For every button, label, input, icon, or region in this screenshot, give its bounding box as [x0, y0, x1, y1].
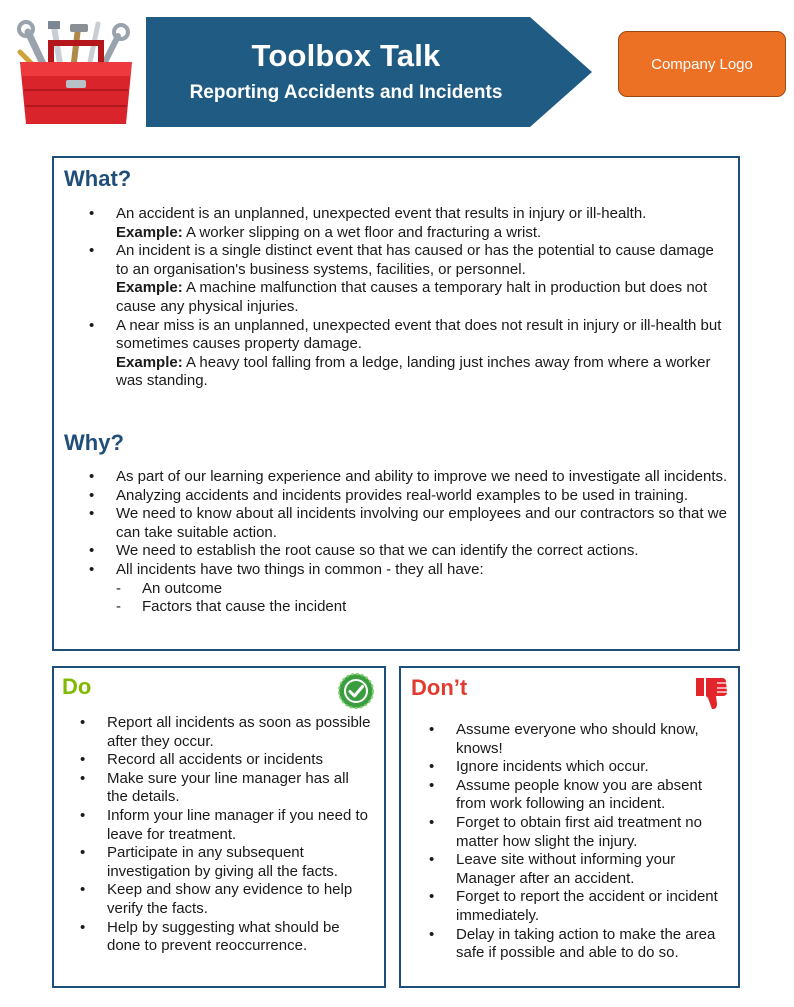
- title-banner-text: [146, 17, 546, 127]
- why-sub-item: - Factors that cause the incident: [116, 598, 731, 617]
- toolbox-icon: [14, 18, 138, 128]
- what-item: [116, 242, 726, 316]
- dont-item: • Forget to report the accident or incident immediately.: [456, 888, 736, 925]
- what-item: [116, 205, 726, 242]
- check-circle-icon: [338, 673, 374, 709]
- do-item: • Keep and show any evidence to help verify the facts.: [107, 881, 372, 918]
- why-sub-item: - An outcome: [116, 580, 731, 599]
- do-item: • Make sure your line manager has all the details.: [107, 770, 372, 807]
- do-item: • Help by suggesting what should be done to prevent reoccurrence.: [107, 919, 372, 956]
- why-item: • As part of our learning experience and ability to improve we need to investigate all incidents.: [116, 468, 731, 487]
- example-label: Example:: [116, 353, 183, 371]
- dont-item: • Leave site without informing your Manager after an accident.: [456, 851, 736, 888]
- why-item: • We need to know about all incidents involving our employees and our contractors so that we can take suitable action.: [116, 505, 731, 542]
- why-heading: Why?: [64, 429, 124, 455]
- what-list: [116, 205, 726, 391]
- page-subtitle: Reporting Accidents and Incidents: [189, 82, 503, 103]
- do-item: • Record all accidents or incidents: [107, 751, 372, 770]
- what-why-section: [52, 156, 740, 651]
- do-item: • Inform your line manager if you need to leave for treatment.: [107, 807, 372, 844]
- what-item-example: A heavy tool falling from a ledge, landing just inches away from where a worker was standing.: [116, 353, 711, 390]
- why-item: [116, 561, 731, 617]
- why-item: • We need to establish the root cause so that we can identify the correct actions.: [116, 542, 731, 561]
- company-logo: [618, 31, 786, 97]
- what-item-text: An accident is an unplanned, unexpected event that results in injury or ill-health.: [116, 205, 647, 222]
- page-title: Toolbox Talk: [251, 38, 441, 73]
- dont-item: • Delay in taking action to make the area safe if possible and able to do so.: [456, 926, 736, 963]
- why-item-text: All incidents have two things in common - they all have:: [116, 560, 484, 578]
- dont-section: [399, 666, 740, 988]
- what-item: [116, 317, 726, 391]
- example-label: Example:: [116, 223, 183, 241]
- dont-item: • Assume everyone who should know, knows!: [456, 721, 736, 758]
- do-heading: Do: [62, 674, 92, 699]
- company-logo-label: Company Logo: [651, 55, 753, 73]
- dont-item: • Assume people know you are absent from work following an incident.: [456, 777, 736, 814]
- why-item: • Analyzing accidents and incidents provides real-world examples to be used in training.: [116, 487, 731, 506]
- thumbs-down-icon: [694, 676, 730, 712]
- dont-list: [456, 721, 736, 963]
- what-item-text: A near miss is an unplanned, unexpected event that does not result in injury or ill-health but sometimes causes property damage.: [116, 316, 722, 353]
- dont-heading: Don’t: [411, 675, 468, 700]
- what-item-text: An incident is a single distinct event that has caused or has the potential to cause damage to an organisation's business systems, facilities, or personnel.: [116, 242, 714, 278]
- what-item-example: A worker slipping on a wet floor and fracturing a wrist.: [186, 223, 542, 241]
- do-item: • Participate in any subsequent investigation by giving all the facts.: [107, 844, 372, 881]
- dont-item: • Forget to obtain first aid treatment no matter how slight the injury.: [456, 814, 736, 851]
- what-item-example: A machine malfunction that causes a temporary halt in production but does not cause any physical injuries.: [116, 279, 708, 315]
- why-sub-list: [116, 580, 731, 617]
- what-heading: What?: [64, 166, 132, 191]
- do-list: [107, 714, 372, 956]
- do-item: • Report all incidents as soon as possible after they occur.: [107, 714, 372, 751]
- dont-item: • Ignore incidents which occur.: [456, 758, 736, 777]
- do-section: [52, 666, 386, 988]
- example-label: Example:: [116, 279, 183, 297]
- why-list: [116, 468, 731, 617]
